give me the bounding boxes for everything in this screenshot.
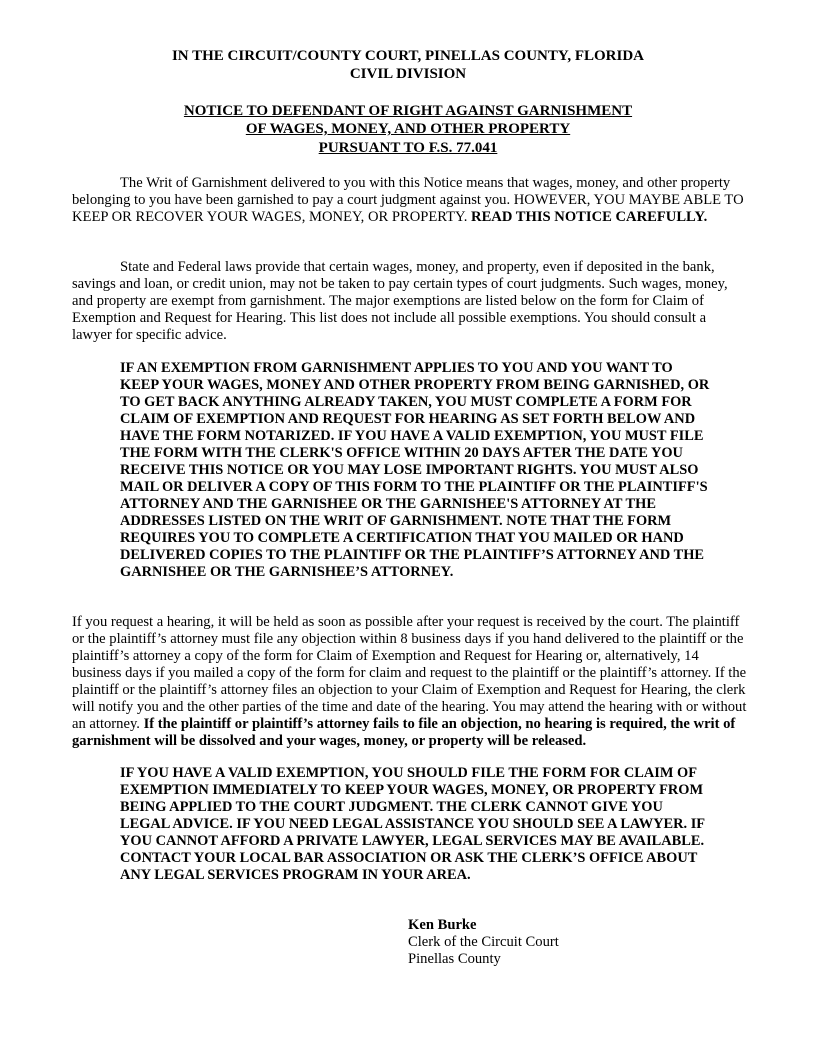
signature-county: Pinellas County	[408, 951, 501, 967]
paragraph-hearing	[72, 614, 748, 750]
court-heading: IN THE CIRCUIT/COUNTY COURT, PINELLAS COUNTY, FLORIDA	[171, 48, 645, 64]
paragraph-writ-notice	[72, 175, 748, 226]
notice-title-line3: PURSUANT TO F.S. 77.041	[318, 140, 498, 156]
exemption-instructions-block: IF AN EXEMPTION FROM GARNISHMENT APPLIES TO YOU AND YOU WANT TO KEEP YOUR WAGES, MONEY AND OTHER PROPERTY FROM BEING GARNISHED, OR TO GET BACK ANYTHING ALREADY TAKEN, YOU MUST COMPLETE A FORM FOR CLAIM OF EXEMPTION AND REQUEST FOR HEARING AS SET FORTH BELOW AND HAVE THE FORM NOTARIZED. IF YOU HAVE A VALID EXEMPTION, YOU MUST FILE THE FORM WITH THE CLERK'S OFFICE WITHIN 20 DAYS AFTER THE DATE YOU RECEIVE THIS NOTICE OR YOU MAY LOSE IMPORTANT RIGHTS. YOU MUST ALSO MAIL OR DELIVER A COPY OF THIS FORM TO THE PLAINTIFF OR THE PLAINTIFF'S ATTORNEY AND THE GARNISHEE OR THE GARNISHEE'S ATTORNEY AT THE ADDRESSES LISTED ON THE WRIT OF GARNISHMENT. NOTE THAT THE FORM REQUIRES YOU TO COMPLETE A CERTIFICATION THAT YOU MAILED OR HAND DELIVERED COPIES TO THE PLAINTIFF OR THE PLAINTIFF’S ATTORNEY AND THE GARNISHEE OR THE GARNISHEE’S ATTORNEY.	[120, 360, 710, 580]
paragraph-exemptions: State and Federal laws provide that certain wages, money, and property, even if deposited in the bank, savings and loan, or credit union, may not be taken to pay certain types of court judgments. Such wages, money, and property are exempt from garnishment. The major exemptions are listed below on the form for Claim of Exemption and Request for Hearing. This list does not include all possible exemptions. You should consult a lawyer for specific advice.	[72, 259, 728, 343]
notice-title-line2: OF WAGES, MONEY, AND OTHER PROPERTY	[245, 121, 571, 137]
legal-advice-block: IF YOU HAVE A VALID EXEMPTION, YOU SHOULD FILE THE FORM FOR CLAIM OF EXEMPTION IMMEDIATELY TO KEEP YOUR WAGES, MONEY, OR PROPERTY FROM BEING APPLIED TO THE COURT JUDGMENT. THE CLERK CANNOT GIVE YOU LEGAL ADVICE. IF YOU NEED LEGAL ASSISTANCE YOU SHOULD SEE A LAWYER. IF YOU CANNOT AFFORD A PRIVATE LAWYER, LEGAL SERVICES MAY BE AVAILABLE. CONTACT YOUR LOCAL BAR ASSOCIATION OR ASK THE CLERK’S OFFICE ABOUT ANY LEGAL SERVICES PROGRAM IN YOUR AREA.	[120, 765, 705, 883]
no-objection-bold: If the plaintiff or plaintiff’s attorney fails to file an objection, no hearing is required, the writ of garnishment will be dissolved and your wages, money, or property will be released.	[72, 716, 736, 749]
notice-title-line1: NOTICE TO DEFENDANT OF RIGHT AGAINST GARNISHMENT	[183, 103, 633, 119]
read-carefully-bold: READ THIS NOTICE CAREFULLY.	[471, 209, 708, 225]
signature-title: Clerk of the Circuit Court	[408, 934, 559, 950]
paragraph-text: If you request a hearing, it will be held as soon as possible after your request is received by the court. The plaintiff or the plaintiff’s attorney must file any objection within 8 business days if you hand delivered to the plaintiff or the plaintiff’s attorney a copy of the form for Claim of Exemption and Request for Hearing or, alternatively, 14 business days if you mailed a copy of the form for claim and request to the plaintiff or the plaintiff’s attorney. If the plaintiff or the plaintiff’s attorney files an objection to your Claim of Exemption and Request for Hearing, the clerk will notify you and the other parties of the time and date of the hearing. You may attend the hearing with or without an attorney.	[72, 614, 747, 732]
division-heading: CIVIL DIVISION	[349, 66, 467, 82]
paragraph-text: The Writ of Garnishment delivered to you with this Notice means that wages, money, and other property belonging to you have been garnished to pay a court judgment against you. HOWEVER, YOU MAYBE ABLE TO KEEP OR RECOVER YOUR WAGES, MONEY, OR PROPERTY.	[72, 175, 744, 225]
signature-name: Ken Burke	[408, 917, 477, 933]
